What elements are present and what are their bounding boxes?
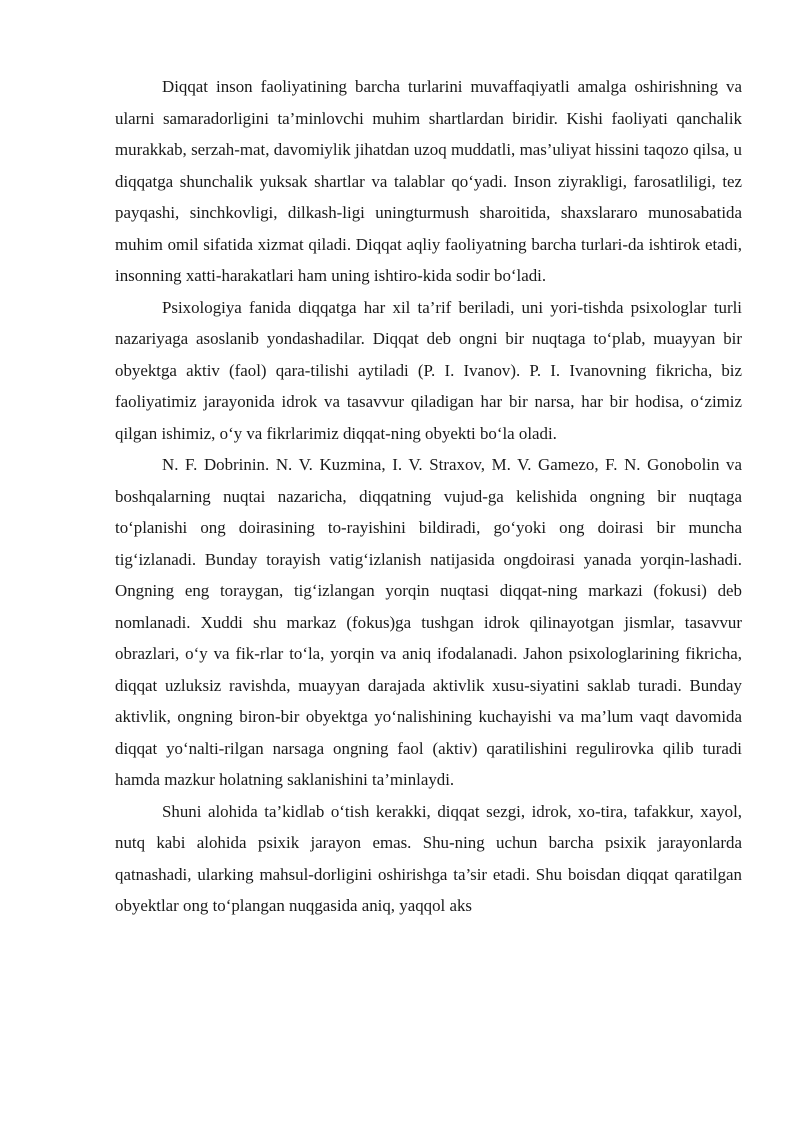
paragraph-3: N. F. Dobrinin. N. V. Kuzmina, I. V. Straxov, M. V. Gamezo, F. N. Gonobolin va boshqalarning nuqtai nazaricha, diqqatning vujud-ga kelishida ongning bir nuqtaga to‘planishi ong doirasining to-rayishini bildiradi, go‘yoki ong doirasi bir muncha tig‘izlanadi. Bunday torayish vatig‘izlanish natijasida ongdoirasi yanada yorqin-lashadi. Ongning eng toraygan, tig‘izlangan yorqin nuqtasi diqqat-ning markazi (fokusi) deb nomlanadi. Xuddi shu markaz (fokus)ga tushgan idrok qilinayotgan jismlar, tasavvur obrazlari, o‘y va fik-rlar to‘la, yorqin va aniq ifodalanadi. Jahon psixologlarining fikricha, diqqat uzluksiz ravishda, muayyan darajada aktivlik xusu-siyatini saklab turadi. Bunday aktivlik, ongning biron-bir obyektga yo‘nalishining kuchayishi va ma’lum vaqt davomida diqqat yo‘nalti-rilgan narsaga ongning faol (aktiv) qaratilishini regulirovka qilib turadi hamda mazkur holatning saklanishini ta’minlaydi. <box>115 455 742 789</box>
paragraph-2: Psixologiya fanida diqqatga har xil ta’rif beriladi, uni yori-tishda psixologlar turli nazariyaga asoslanib yondashadilar. Diqqat deb ongni bir nuqtaga to‘plab, muayyan bir obyektga aktiv (faol) qara-tilishi aytiladi (P. I. Ivanov). P. I. Ivanovning fikricha, biz faoliyatimiz jarayonida idrok va tasavvur qiladigan har bir narsa, har bir hodisa, o‘zimiz qilgan ishimiz, o‘y va fikrlarimiz diqqat-ning obyekti bo‘la oladi. <box>115 297 742 443</box>
paragraph-4: Shuni alohida ta’kidlab o‘tish kerakki, diqqat sezgi, idrok, xo-tira, tafakkur, xayol, nutq kabi alohida psixik jarayon emas. Shu-ning uchun barcha psixik jarayonlarda qatnashadi, ularking mahsul-dorligini oshirishga ta’sir etadi. Shu boisdan diqqat qaratilgan obyektlar ong to‘plangan nuqgasida aniq, yaqqol aks <box>115 801 742 915</box>
document-page <box>115 71 742 922</box>
paragraph-1: Diqqat inson faoliyatining barcha turlarini muvaffaqiyatli amalga oshirishning va ularni samaradorligini ta’minlovchi muhim shartlardan biridir. Kishi faoliyati qanchalik murakkab, serzah-mat, davomiylik jihatdan uzoq muddatli, mas’uliyat hissini taqozo qilsa, u diqqatga shunchalik yuksak shartlar va talablar qo‘yadi. Inson ziyrakligi, farosatliligi, tez payqashi, sinchkovligi, dilkash-ligi uningturmush sharoitida, shaxslararo munosabatida muhim omil sifatida xizmat qiladi. Diqqat aqliy faoliyatning barcha turlari-da ishtirok etadi, insonning xatti-harakatlari ham uning ishtiro-kida sodir bo‘ladi. <box>115 77 742 285</box>
